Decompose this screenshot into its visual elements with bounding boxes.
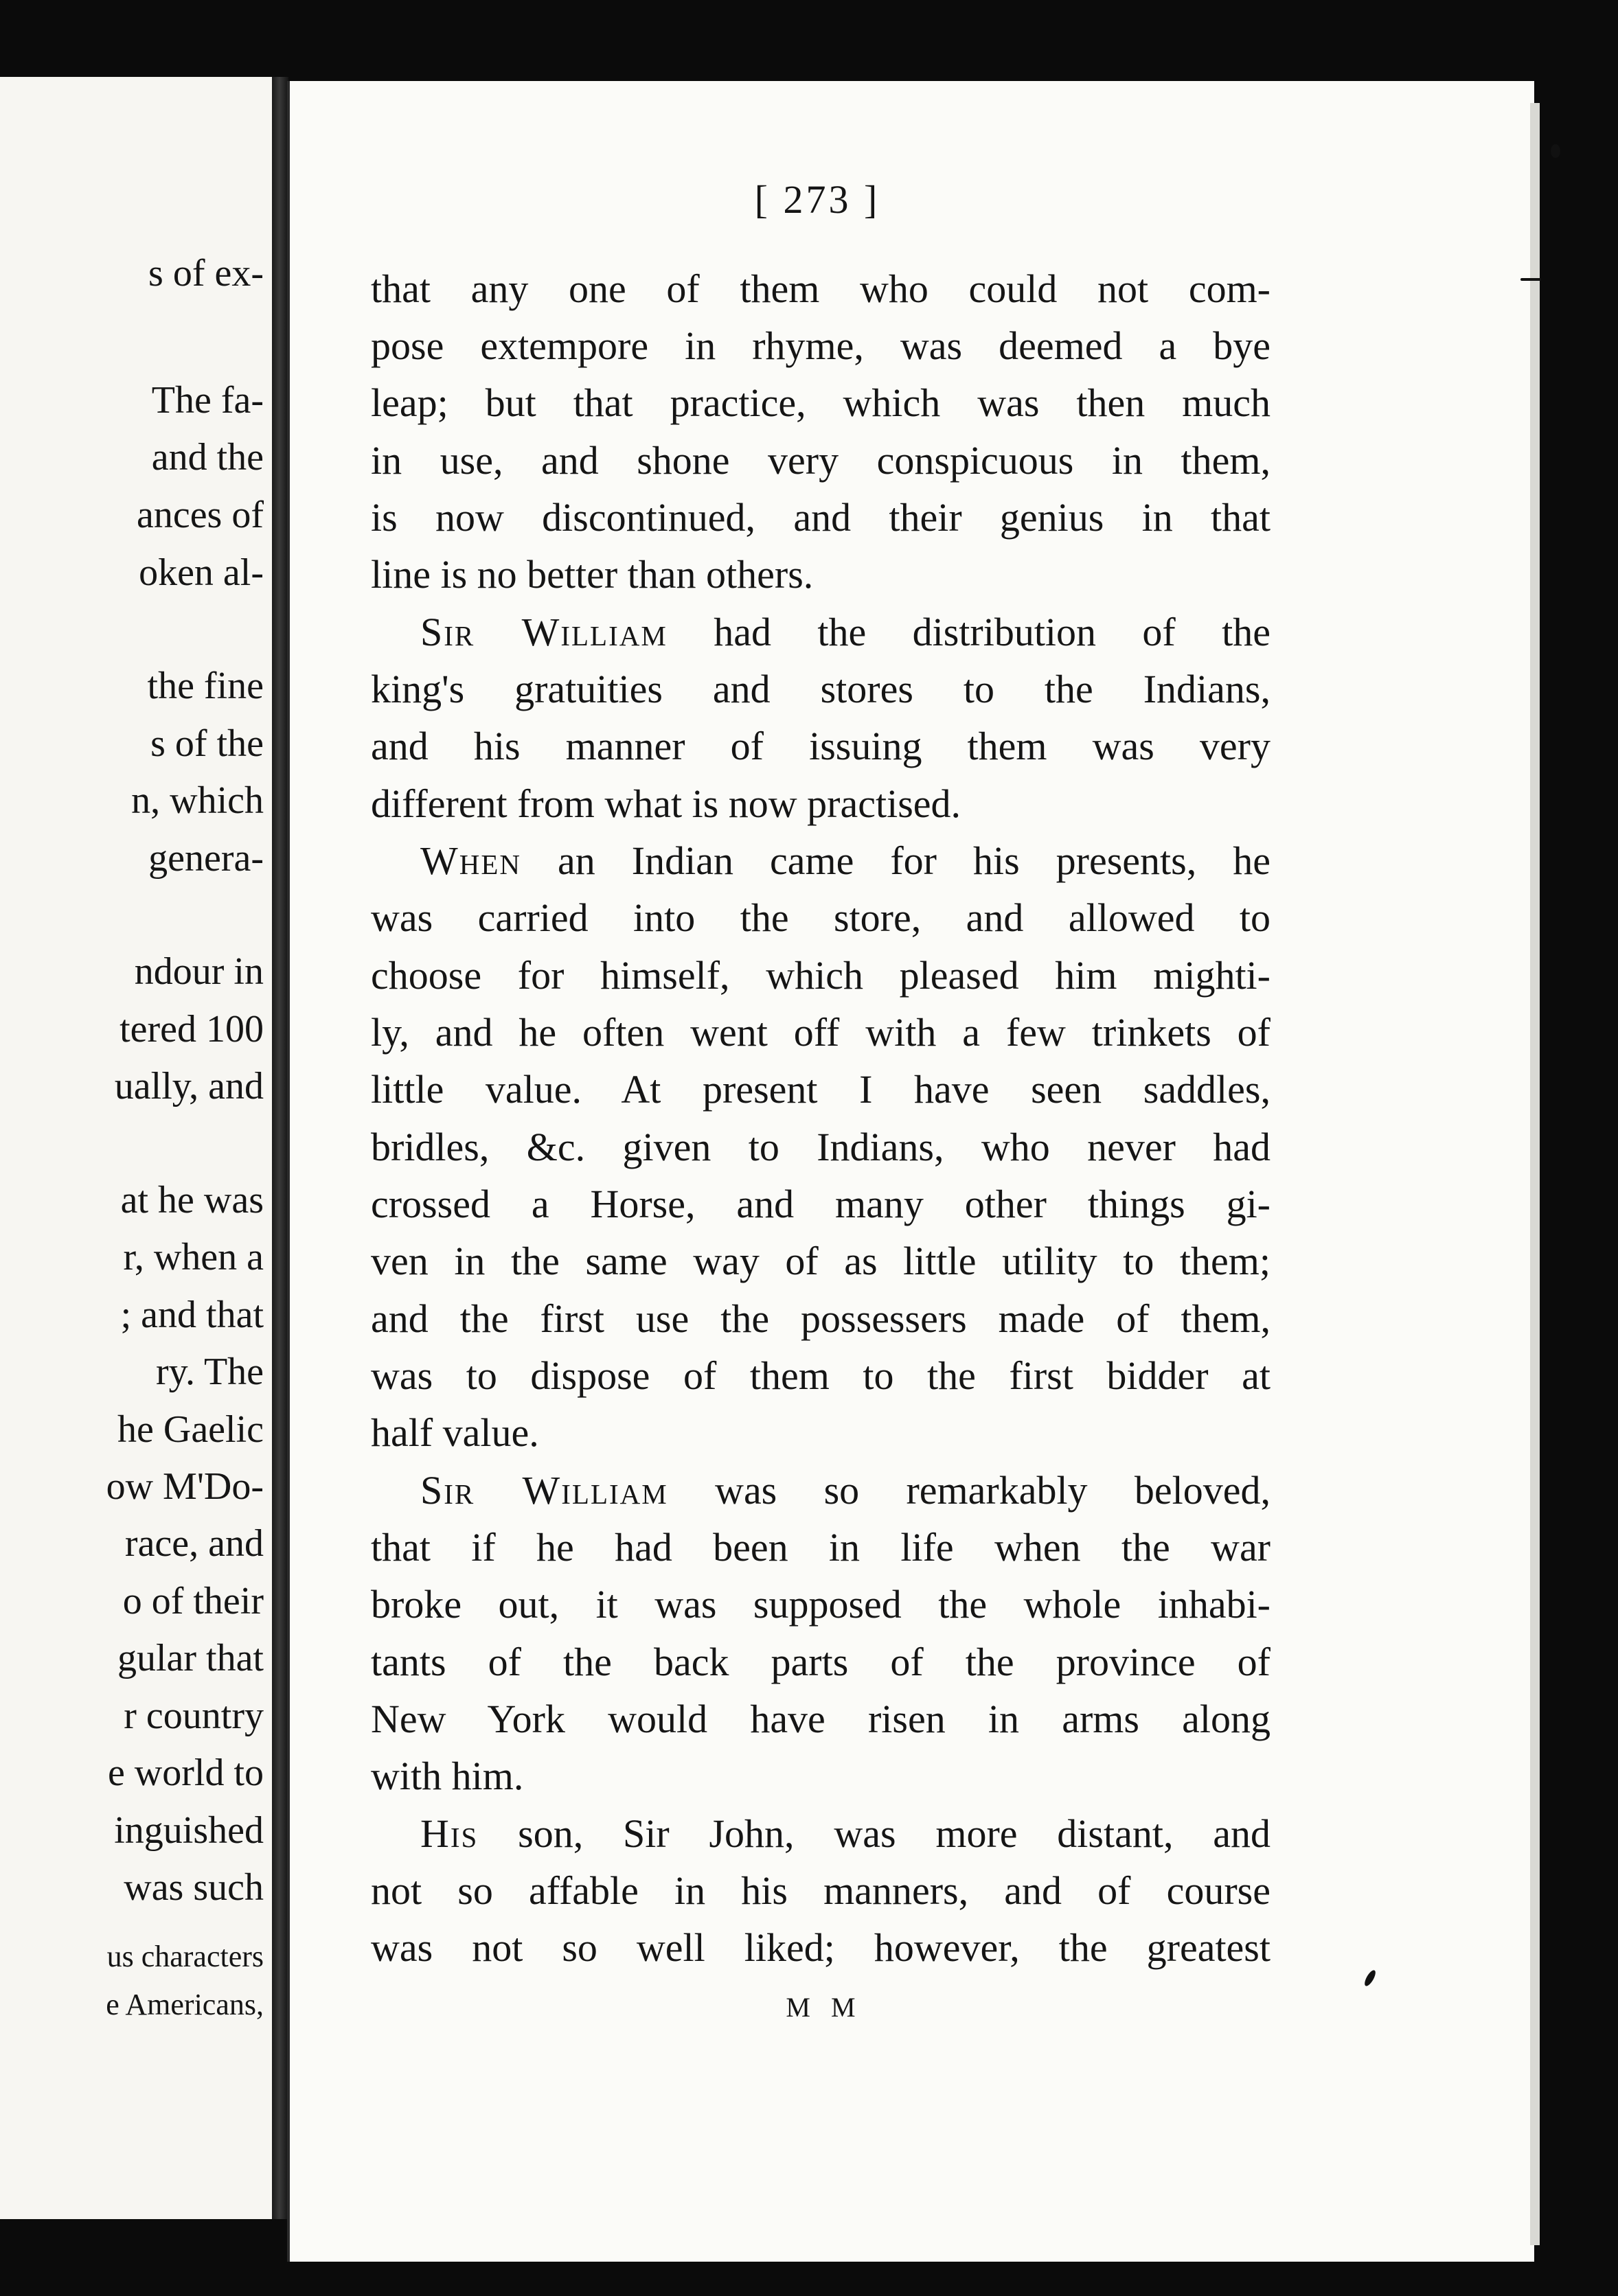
left-text-line: r country <box>124 1695 264 1737</box>
left-text-line: s of ex- <box>148 252 264 295</box>
small-caps-lead: When <box>420 838 522 883</box>
body-line: with him. <box>371 1754 524 1798</box>
body-line: ly, and he often went off with a few trinkets of <box>371 1010 1271 1055</box>
body-line: king's gratuities and stores to the Indians, <box>371 667 1271 711</box>
left-page <box>0 77 272 2219</box>
body-line: little value. At present I have seen saddles, <box>371 1067 1271 1112</box>
left-text-line: gular that <box>117 1637 264 1679</box>
body-line: tants of the back parts of the province of <box>371 1640 1271 1684</box>
signature-mark: M M <box>786 1992 863 2023</box>
body-line: is now discontinued, and their genius in that <box>371 495 1271 540</box>
left-text-line: ndour in <box>134 950 264 993</box>
body-line: that if he had been in life when the war <box>371 1525 1271 1570</box>
body-line: in use, and shone very conspicuous in them, <box>371 438 1271 483</box>
body-line: choose for himself, which pleased him mighti- <box>371 953 1271 998</box>
body-line: and his manner of issuing them was very <box>371 724 1271 768</box>
left-text-line: ry. The <box>155 1351 264 1393</box>
left-text-line: tered 100 <box>119 1008 264 1051</box>
body-line: leap; but that practice, which was then much <box>371 380 1271 425</box>
body-line: crossed a Horse, and many other things gi- <box>371 1182 1271 1226</box>
scan-speck <box>1551 144 1560 158</box>
body-line: half value. <box>371 1410 539 1455</box>
body-line: and the first use the possessers made of them, <box>371 1296 1271 1341</box>
body-line: New York would have risen in arms along <box>371 1697 1271 1741</box>
body-line: was not so well liked; however, the greatest <box>371 1925 1271 1970</box>
left-text-line: ; and that <box>120 1294 264 1336</box>
page-number-header: [ 273 ] <box>754 177 880 222</box>
scan-speck <box>1520 278 1541 281</box>
left-text-line: was such <box>124 1866 264 1909</box>
left-text-line: he Gaelic <box>117 1408 264 1451</box>
left-text-line: ances of <box>136 494 264 536</box>
page-edge <box>1530 103 1540 2245</box>
left-text-line: e world to <box>107 1752 264 1794</box>
left-text-line: ow M'Do- <box>106 1465 264 1508</box>
left-footnote-line: e Americans, <box>106 1988 264 2021</box>
body-line: was to dispose of them to the first bidder at <box>371 1353 1271 1398</box>
body-line: pose extempore in rhyme, was deemed a bye <box>371 323 1271 368</box>
body-line: Sir William was so remarkably beloved, <box>420 1468 1271 1513</box>
left-text-line: n, which <box>131 779 264 822</box>
small-caps-lead: Sir William <box>420 610 668 654</box>
body-line: was carried into the store, and allowed to <box>371 895 1271 940</box>
left-text-line: oken al- <box>139 551 264 594</box>
body-line: When an Indian came for his presents, he <box>420 838 1271 883</box>
left-footnote-line: us characters <box>106 1940 264 1973</box>
body-line: that any one of them who could not com- <box>371 266 1271 311</box>
body-line: not so affable in his manners, and of course <box>371 1868 1271 1913</box>
body-line: His son, Sir John, was more distant, and <box>420 1811 1271 1856</box>
left-text-line: and the <box>151 436 264 479</box>
left-text-line: at he was <box>120 1179 264 1221</box>
left-text-line: s of the <box>150 722 264 765</box>
left-text-line: race, and <box>124 1522 264 1565</box>
body-line: ven in the same way of as little utility to them; <box>371 1239 1271 1283</box>
left-text-line: r, when a <box>123 1236 264 1278</box>
left-text-line: The fa- <box>151 379 264 422</box>
left-text-line: the fine <box>147 665 264 707</box>
left-text-line: o of their <box>122 1580 264 1622</box>
left-text-line: inguished <box>114 1809 264 1852</box>
left-text-line: ually, and <box>114 1065 264 1107</box>
body-line: different from what is now practised. <box>371 781 961 826</box>
body-line: bridles, &c. given to Indians, who never had <box>371 1125 1271 1169</box>
body-line: line is no better than others. <box>371 552 814 597</box>
body-line: broke out, it was supposed the whole inhabi- <box>371 1582 1271 1627</box>
book-gutter <box>272 77 288 2219</box>
body-line: Sir William had the distribution of the <box>420 610 1271 654</box>
small-caps-lead: Sir William <box>420 1468 668 1513</box>
small-caps-lead: His <box>420 1811 479 1856</box>
left-text-line: genera- <box>148 837 264 880</box>
